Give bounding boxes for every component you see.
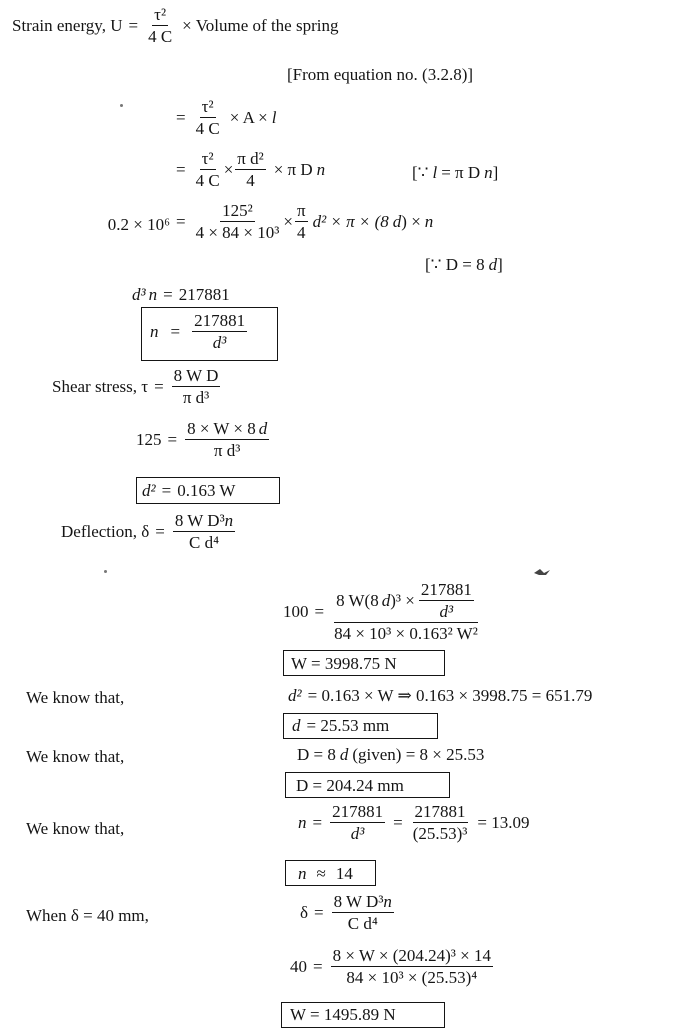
d3n-line: d³ n = 217881 — [132, 285, 230, 304]
scan-smudge — [533, 567, 551, 577]
n-approx-result: n ≈ 14 — [298, 864, 353, 883]
shear-numeric-line: 125 = $\frac{8 \times W \times 8 d}{\text{π d³}}$ — [136, 419, 268, 460]
n-result-expression: n = $\frac{217881}{\text{d³}}$ — [150, 311, 246, 352]
strain-energy-line — [12, 6, 338, 46]
d2-calculation: d² = 0.163 × W ⇒ 0.163 × 3998.75 = 651.79 — [288, 686, 593, 705]
deflection-line: Deflection, δ = $\frac{\text{8 W D³n}}{\text{C d⁴}}$ — [61, 511, 234, 552]
d2-result-expression: d² = 0.163 W — [142, 481, 236, 500]
w2-result: W = 1495.89 N — [290, 1005, 396, 1024]
since-l-note: [∵ l = π D n ] — [412, 163, 499, 182]
delta-formula: δ = $\frac{\text{8 W D³n}}{\text{C d⁴}}$ — [300, 892, 392, 933]
we-know-that-1: We know that, — [26, 688, 125, 707]
we-know-that-3: We know that, — [26, 819, 125, 838]
shear-stress-line: Shear stress, τ = $\frac{\text{8 W D}}{\text{π d³}}$ — [52, 366, 219, 407]
equation-reference: [From equation no. (3.2.8)] — [287, 65, 474, 84]
final-deflection-numeric: 40 = $\frac{\text{8 × W × (204.24)³ × 14}}{\text{84 × 10³ × (25.53)⁴}}$ — [290, 946, 491, 987]
d-result: d = 25.53 mm — [292, 716, 390, 735]
since-D-note: [∵ D = 8 d ] — [425, 255, 503, 274]
scan-speck — [120, 104, 123, 107]
fraction-tau2-over-4c: $\frac{\text{τ²}}{4 C}$ — [148, 5, 173, 46]
strain-energy-label: Strain energy, U — [12, 16, 123, 36]
w1-result: W = 3998.75 N — [291, 654, 397, 673]
D-calculation: D = 8 d (given) = 8 × 25.53 — [297, 745, 485, 764]
equation-numeric-energy: = $\frac{\text{125²}}{\text{4 × 84 × 10³}}$ × $\frac{\pi}{4}$ d² × π × (8 d ) × n — [176, 201, 434, 242]
when-delta-label: When δ = 40 mm, — [26, 906, 149, 925]
scan-speck — [104, 570, 107, 573]
deflection-numeric-line: 100 = 8 W(8 d )³ × $\frac{217881}{\text{d³}}$ 84 × 10³ × 0.163² W² — [283, 580, 478, 643]
D-result: D = 204.24 mm — [296, 776, 404, 795]
equation-step-substitute: = $\frac{\text{τ²}}{4 C}$ × $\frac{\text{π d²}}{4}$ × π D n — [176, 149, 326, 190]
shear-stress-label: Shear stress, τ — [52, 377, 149, 397]
deflection-label: Deflection, δ — [61, 522, 150, 542]
n-calculation: n = $\frac{217881}{\text{d³}}$ = $\frac{217881}{\text{(25.53)³}}$ = 13.09 — [298, 802, 530, 843]
equals-sign: = — [128, 16, 139, 36]
equation-step-volume: = $\frac{\text{τ²}}{4 C}$ × A × l — [176, 97, 277, 138]
volume-text: × Volume of the spring — [182, 16, 339, 36]
lhs-0.2e6: 0.2 × 10⁶ — [107, 215, 170, 234]
we-know-that-2: We know that, — [26, 747, 125, 766]
